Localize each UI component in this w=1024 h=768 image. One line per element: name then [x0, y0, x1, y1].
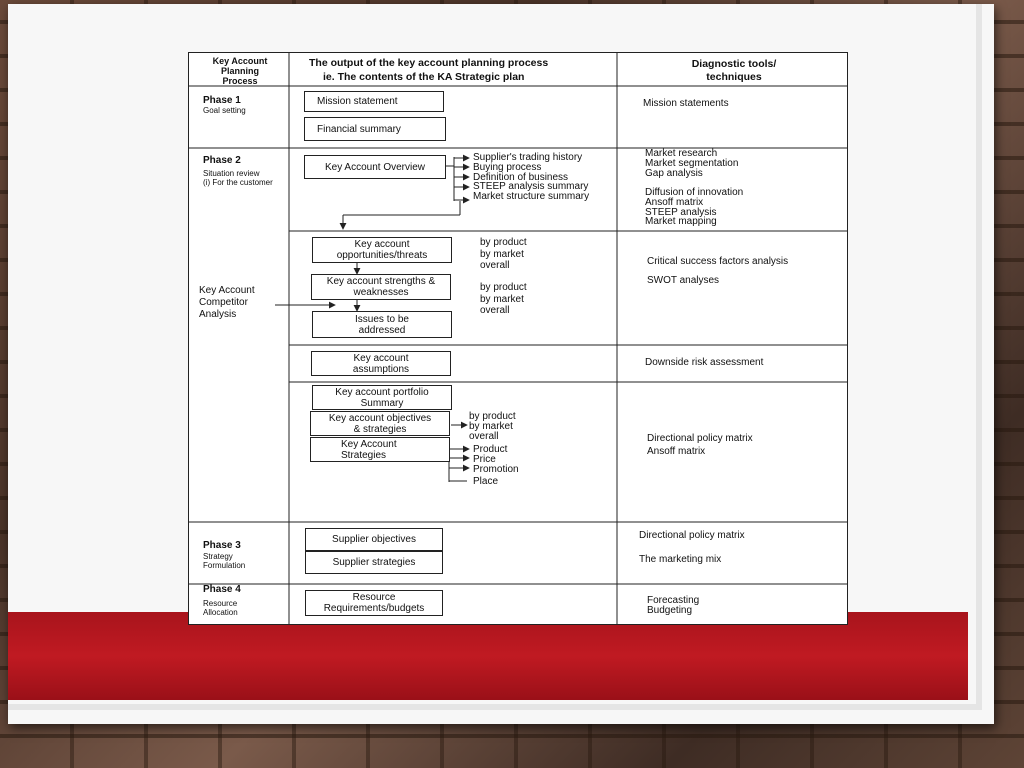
phase1-subtitle: Goal setting [203, 106, 246, 115]
overview-tools-b [645, 188, 743, 227]
competitor-analysis-label: Key Account Competitor Analysis [199, 285, 255, 320]
header-process-column: Key Account Planning Process [212, 56, 268, 86]
financial-summary-box: Financial summary [304, 117, 446, 141]
list-item: overall [480, 260, 510, 271]
swot-tool-1: Critical success factors analysis [647, 256, 789, 267]
issues-box: Issues to be addressed [312, 311, 452, 338]
phase2-subtitle: Situation review (i) For the customer [203, 169, 273, 187]
strategy-tool-1: Directional policy matrix [647, 433, 753, 444]
list-item: Definition of business [473, 171, 569, 183]
phase4-tool-1: Forecasting [647, 595, 700, 606]
list-item: Market research [645, 148, 718, 159]
swot-tool-2: SWOT analyses [647, 275, 720, 286]
objectives-breakdown-list [469, 412, 516, 441]
list-item: Buying process [473, 161, 542, 173]
list-item: STEEP analysis summary [473, 181, 589, 193]
strengths-breakdown-list [480, 282, 527, 317]
phase3-title: Phase 3 [203, 540, 241, 551]
assumptions-box: Key account assumptions [311, 351, 451, 376]
opps-breakdown-list [480, 237, 527, 272]
phase2-title: Phase 2 [203, 155, 241, 166]
slide [8, 4, 994, 724]
overview-items-list [473, 153, 589, 202]
strategy-tool-2: Ansoff matrix [647, 446, 706, 457]
list-item: Ansoff matrix [645, 196, 704, 208]
phase1-tool: Mission statements [643, 98, 729, 109]
phase3-tool-2: The marketing mix [639, 554, 722, 565]
header-tools-column: Diagnostic tools/ techniques [691, 58, 777, 83]
key-account-overview-box: Key Account Overview [304, 155, 446, 179]
list-item: Market mapping [645, 216, 717, 228]
list-item: by product [480, 237, 527, 248]
red-accent-band [8, 612, 968, 700]
header-output-line1: The output of the key account planning process [309, 57, 549, 69]
supplier-strategies-box: Supplier strategies [305, 551, 443, 574]
list-item: by product [480, 282, 527, 293]
header-output-line2: ie. The contents of the KA Strategic plan [323, 71, 525, 83]
assumptions-tool: Downside risk assessment [645, 357, 764, 368]
phase4-tool-2: Budgeting [647, 605, 693, 616]
list-item: Diffusion of innovation [645, 187, 744, 198]
list-item: Price [473, 453, 496, 465]
list-item: Supplier's trading history [473, 152, 583, 163]
list-item: Promotion [473, 463, 519, 475]
table-grid [189, 53, 847, 624]
mission-statement-box: Mission statement [304, 91, 444, 112]
list-item: by market [480, 248, 524, 260]
phase1-title: Phase 1 [203, 95, 241, 106]
list-item: Market structure summary [473, 191, 590, 203]
list-item: by market [469, 420, 513, 432]
key-account-strategies-box: Key Account Strategies [310, 437, 450, 462]
phase4-subtitle: Resource Allocation [203, 599, 238, 617]
phase3-tool-1: Directional policy matrix [639, 530, 745, 541]
list-item: overall [480, 305, 510, 316]
planning-process-figure [188, 52, 848, 625]
resource-requirements-box: Resource Requirements/budgets [305, 590, 443, 616]
list-item: Place [473, 476, 499, 488]
strengths-weaknesses-box: Key account strengths & weaknesses [311, 274, 451, 300]
phase3-subtitle: Strategy Formulation [203, 552, 246, 570]
list-item: by market [480, 293, 524, 305]
portfolio-summary-box: Key account portfolio Summary [312, 385, 452, 410]
phase4-title: Phase 4 [203, 584, 241, 595]
list-item: overall [469, 430, 499, 442]
supplier-objectives-box: Supplier objectives [305, 528, 443, 551]
list-item: Market segmentation [645, 157, 739, 169]
list-item: Gap analysis [645, 167, 703, 179]
opportunities-threats-box: Key account opportunities/threats [312, 237, 452, 263]
list-item: STEEP analysis [645, 206, 717, 218]
overview-tools-a [645, 149, 738, 178]
objectives-strategies-box: Key account objectives & strategies [310, 411, 450, 436]
list-item: Product [473, 444, 508, 455]
marketing-mix-list [473, 445, 519, 487]
list-item: by product [469, 411, 516, 422]
